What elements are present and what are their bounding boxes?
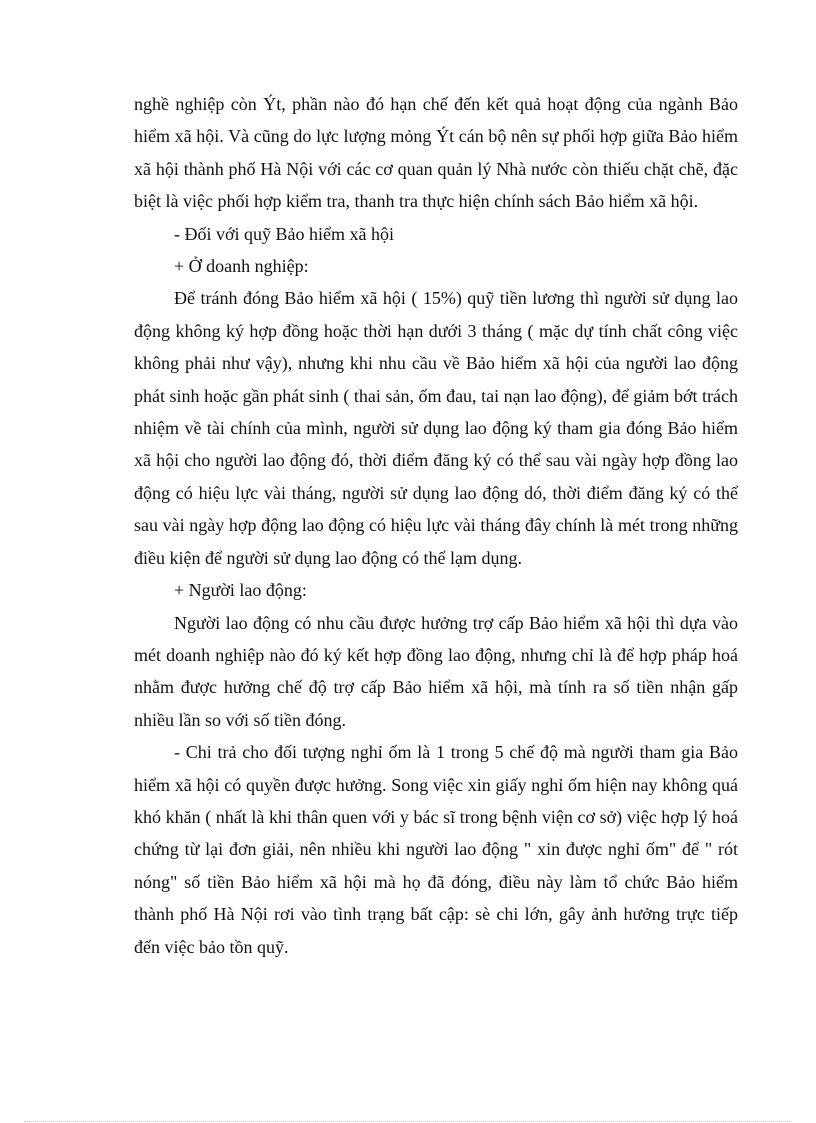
paragraph-fund-heading: - Đối với quỹ Bảo hiểm xã hội — [174, 223, 394, 244]
paragraph-enterprise-body: Để tránh đóng Bảo hiểm xã hội ( 15%) quỹ tiền lương thì người sử dụng lao động không ký hợp đồng hoặc thời hạn dưới 3 tháng ( mặc dự tính chất công việc không phải như vậy), nhưng khi nhu cầu về Bảo hiểm xã hội của người lao động phát sinh hoặc gần phát sinh ( thai sản, ốm đau, tai nạn lao động), để giảm bớt trách nhiệm về tài chính của mình, người sử dụng lao động ký tham gia đóng Bảo hiểm xã hội cho người lao động đó, thời điểm đăng ký có thể sau vài ngày hợp đồng lao động có hiệu lực vài tháng, người sử dụng lao động dó, thời điểm đăng ký có thể sau vài ngày hợp động lao động có hiệu lực vài tháng đây chính là mét trong những điều kiện để người sử dụng lao động có thể lạm dụng. — [134, 288, 738, 568]
paragraph-continuation: nghề nghiệp còn Ýt, phần nào đó hạn chế đến kết quả hoạt động của ngành Bảo hiểm xã hội. Và cũng do lực lượng mỏng Ýt cán bộ nên sự phối hợp giữa Bảo hiểm xã hội thành phố Hà Nội với các cơ quan quản lý Nhà nước còn thiếu chặt chẽ, đặc biệt là việc phối hợp kiểm tra, thanh tra thực hiện chính sách Bảo hiểm xã hội. — [134, 94, 738, 212]
document-page — [134, 88, 738, 963]
paragraph-worker-heading: + Người lao động: — [174, 580, 307, 601]
paragraph-sick-leave: - Chi trả cho đối tượng nghỉ ốm là 1 trong 5 chế độ mà người tham gia Bảo hiểm xã hội có quyền được hưởng. Song việc xin giấy nghỉ ốm hiện nay không quá khó khăn ( nhất là khi thân quen với y bác sĩ trong bệnh viện cơ sở) việc hợp lý hoá chứng từ lại đơn giải, nên nhiều khi người lao động " xin được nghỉ ốm" để " rót nóng" số tiền Bảo hiểm xã hội mà họ đã đóng, điều này làm tổ chức Bảo hiểm thành phố Hà Nội rơi vào tình trạng bất cập: sè chi lớn, gây ảnh hưởng trực tiếp đến việc bảo tồn quỹ. — [134, 742, 738, 957]
paragraph-worker-body: Người lao động có nhu cầu được hưởng trợ cấp Bảo hiểm xã hội thì dựa vào mét doanh nghiệp nào đó ký kết hợp đồng lao động, nhưng chỉ là để hợp pháp hoá nhằm được hưởng chế độ trợ cấp Bảo hiểm xã hội, mà tính ra số tiền nhận gấp nhiều lần so với số tiền đóng. — [134, 612, 738, 730]
page-bottom-divider — [24, 1121, 792, 1122]
paragraph-enterprise-heading: + Ở doanh nghiệp: — [174, 256, 309, 277]
